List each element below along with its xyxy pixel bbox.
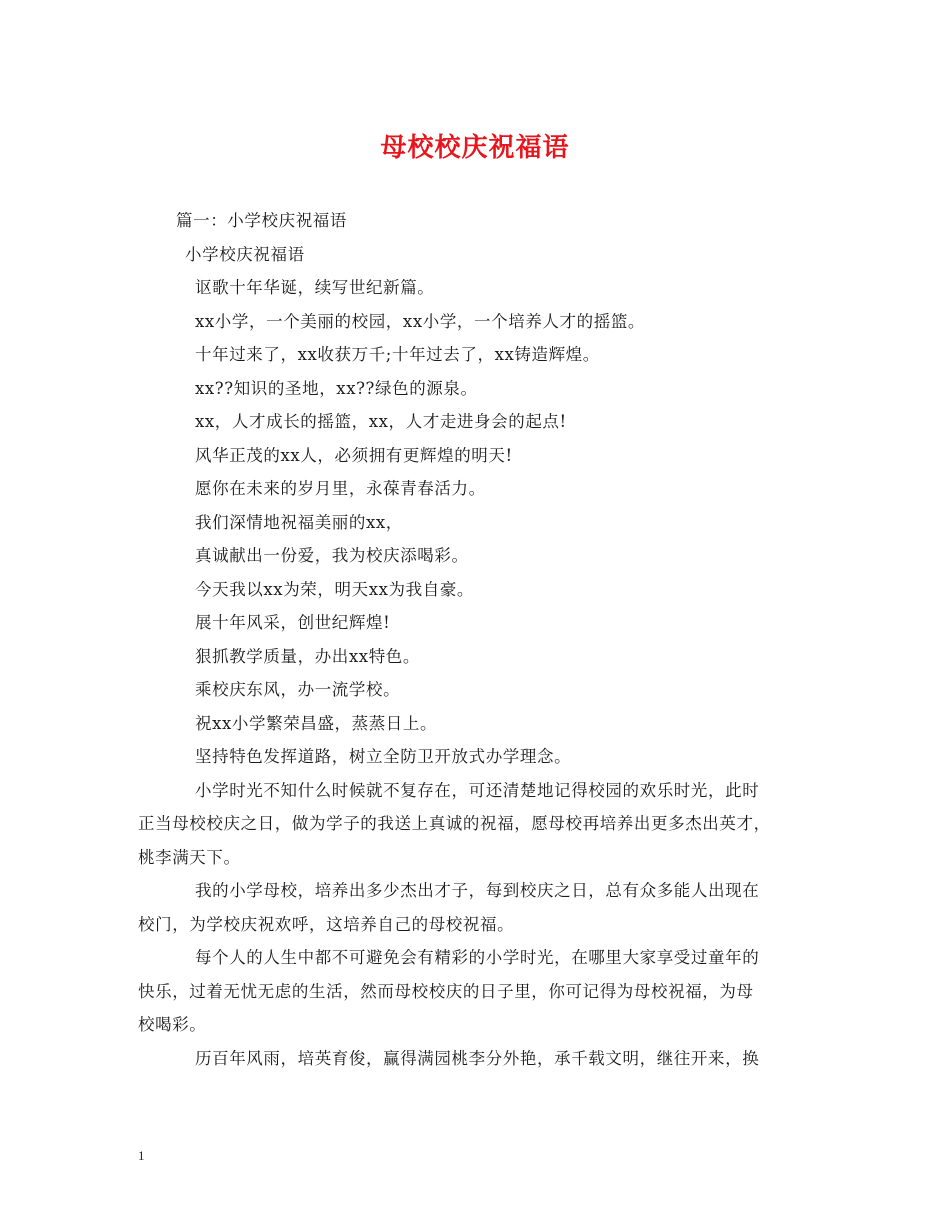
blessing-line: 坚持特色发挥道路，树立全防卫开放式办学理念。 xyxy=(195,747,572,766)
section-heading: 篇一：小学校庆祝福语 xyxy=(176,211,347,230)
blessing-line: 我们深情地祝福美丽的xx， xyxy=(195,512,403,532)
paragraph xyxy=(138,874,818,941)
blessing-line: 祝xx小学繁荣昌盛，蒸蒸日上。 xyxy=(195,713,438,733)
blessing-line: 乘校庆东风，办一流学校。 xyxy=(195,680,401,699)
paragraph xyxy=(138,774,818,875)
paragraph-line: 桃李满天下。 xyxy=(138,847,241,867)
blessing-line: 愿你在未来的岁月里，永葆青春活力。 xyxy=(195,479,486,498)
blessing-line: 真诚献出一份爱，我为校庆添喝彩。 xyxy=(195,546,469,565)
paragraph-line: 校门，为学校庆祝欢呼，这培养自己的母校祝福。 xyxy=(138,914,515,934)
paragraph-line: 正当母校校庆之日，做为学子的我送上真诚的祝福，愿母校再培养出更多杰出英才， xyxy=(138,814,771,833)
blessing-line: 讴歌十年华诞，续写世纪新篇。 xyxy=(195,278,435,297)
document-title: 母校校庆祝福语 xyxy=(380,133,570,163)
paragraph xyxy=(138,1042,818,1076)
blessing-list xyxy=(138,271,818,774)
page-number: 1 xyxy=(138,1148,145,1163)
paragraph-line: 小学时光不知什么时候就不复存在，可还清楚地记得校园的欢乐时光，此时 xyxy=(195,780,760,800)
paragraph-line: 历百年风雨，培英育俊，赢得满园桃李分外艳，承千载文明，继往开来，换 xyxy=(195,1048,760,1068)
blessing-line: xx，人才成长的摇篮，xx，人才走进身会的起点! xyxy=(195,412,567,431)
paragraph xyxy=(138,941,818,1042)
blessing-line: 狠抓教学质量，办出xx特色。 xyxy=(195,646,421,666)
document-body xyxy=(138,204,818,1075)
paragraph-line: 我的小学母校，培养出多少杰出才子，每到校庆之日，总有众多能人出现在 xyxy=(195,881,760,900)
paragraph-line: 校喝彩。 xyxy=(138,1015,207,1034)
blessing-line: 十年过来了，xx收获万千;十年过去了，xx铸造辉煌。 xyxy=(195,345,600,364)
blessing-line: xx??知识的圣地，xx??绿色的源泉。 xyxy=(195,378,478,398)
paragraph-line: 每个人的人生中都不可避免会有精彩的小学时光，在哪里大家享受过童年的 xyxy=(195,948,760,967)
blessing-line: 今天我以xx为荣，明天xx为我自豪。 xyxy=(195,579,475,599)
blessing-line: 风华正茂的xx人，必须拥有更辉煌的明天! xyxy=(195,445,513,465)
sub-heading: 小学校庆祝福语 xyxy=(185,244,305,264)
blessing-line: xx小学，一个美丽的校园，xx小学，一个培养人才的摇篮。 xyxy=(195,311,646,331)
paragraph-line: 快乐，过着无忧无虑的生活，然而母校校庆的日子里，你可记得为母校祝福，为母 xyxy=(138,981,754,1001)
blessing-line: 展十年风采，创世纪辉煌! xyxy=(195,613,391,632)
